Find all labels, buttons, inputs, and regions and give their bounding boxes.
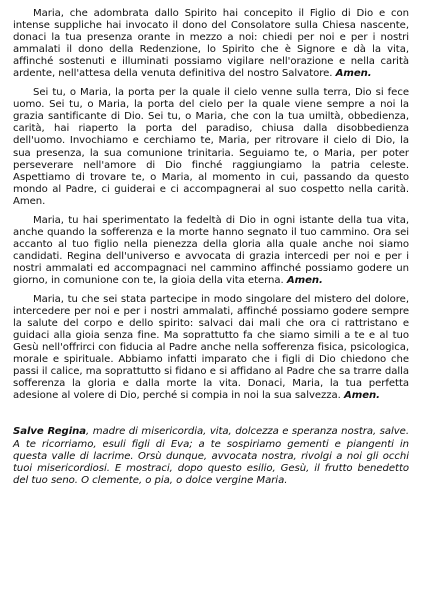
prayer-text: Maria, tu che sei stata partecipe in modo singolare del mistero del dolore, intercedere per noi e per i nostri ammalati, affinché possiamo godere sempre la salute del corpo e dello spirito: salvaci dai mali che ora ci rattristano e guidaci alla gioia senza fine. Ma soprattutto fa che siamo simili a te e al tuo Gesù nell'offrirci con fiducia al Padre anche nella sofferenza fisica, psicologica, morale e spirituale. Abbiamo infatti imparato che i figli di Dio chiedono che passi il calice, ma soprattutto si fidano e si affidano al Padre che sa trarre dalla sofferenza la gloria e dalla morte la vita. Donaci, Maria, la tua perfetta adesione al volere di Dio, perché si compia in noi la sua salvezza.	[13, 294, 409, 402]
prayer-paragraph-1	[13, 8, 409, 80]
salve-regina-paragraph	[13, 426, 409, 486]
prayer-text: Maria, tu hai sperimentato la fedeltà di Dio in ogni istante della tua vita, anche quando la sofferenza e la morte hanno segnato il tuo cammino. Ora sei accanto al tuo figlio nella pienezza della gloria alla quale anche noi siamo candidati. Regina dell'universo e avvocata di grazia intercedi per noi e per i nostri ammalati ed accompagnaci nel cammino affinché possiamo godere un giorno, in comunione con te, la gioia della vita eterna.	[13, 214, 409, 286]
prayer-paragraph-2	[13, 87, 409, 207]
prayer-text: Maria, che adombrata dallo Spirito hai concepito il Figlio di Dio e con intense suppliche hai invocato il dono del Consolatore sulla Chiesa nascente, donaci la tua presenza orante in mezzo a noi: chiedi per noi e per i nostri ammalati il dono della Redenzione, lo Spirito che è Signore e dà la vita, affinché sostenuti e illuminati possiamo vigilare nell'orazione e nella carità ardente, nell'attesa della venuta definitiva del nostro Salvatore.	[13, 8, 409, 80]
salve-regina-title: Salve Regina	[13, 426, 87, 438]
prayer-text: Sei tu, o Maria, la porta per la quale il cielo venne sulla terra, Dio si fece uomo. Sei tu, o Maria, la porta del cielo per la quale viene sempre a noi la grazia santificante di Dio. Sei tu, o Maria, che con la tua umiltà, obbedienza, carità, hai riaperto la porta del paradiso, chiusa dalla disobbedienza dell'uomo. Invochiamo e cerchiamo te, Maria, per ritrovare il cielo di Dio, la sua presenza, la sua comunione trinitaria. Seguiamo te, o Maria, per poter perseverare nell'amore di Dio finché raggiungiamo la patria celeste. Aspettiamo di trovare te, o Maria, al momento in cui, passando da questo mondo al Padre, ci guiderai e ci accompagnerai al suo cospetto nella carità. Amen.	[13, 87, 409, 207]
amen-closing: Amen.	[286, 274, 323, 286]
prayer-paragraph-3	[13, 215, 409, 287]
amen-closing: Amen.	[335, 68, 372, 80]
salve-regina-text: , madre di misericordia, vita, dolcezza e speranza nostra, salve. A te ricorriamo, esuli figli di Eva; a te sospiriamo gementi e piangenti in questa valle di lacrime. Orsù dunque, avvocata nostra, rivolgi a noi gli occhi tuoi misericordiosi. E mostraci, dopo questo esilio, Gesù, il frutto benedetto del tuo seno. O clemente, o pia, o dolce vergine Maria.	[13, 426, 409, 486]
amen-closing: Amen.	[344, 390, 380, 402]
prayer-paragraph-4	[13, 294, 409, 402]
prayer-page	[13, 8, 409, 487]
